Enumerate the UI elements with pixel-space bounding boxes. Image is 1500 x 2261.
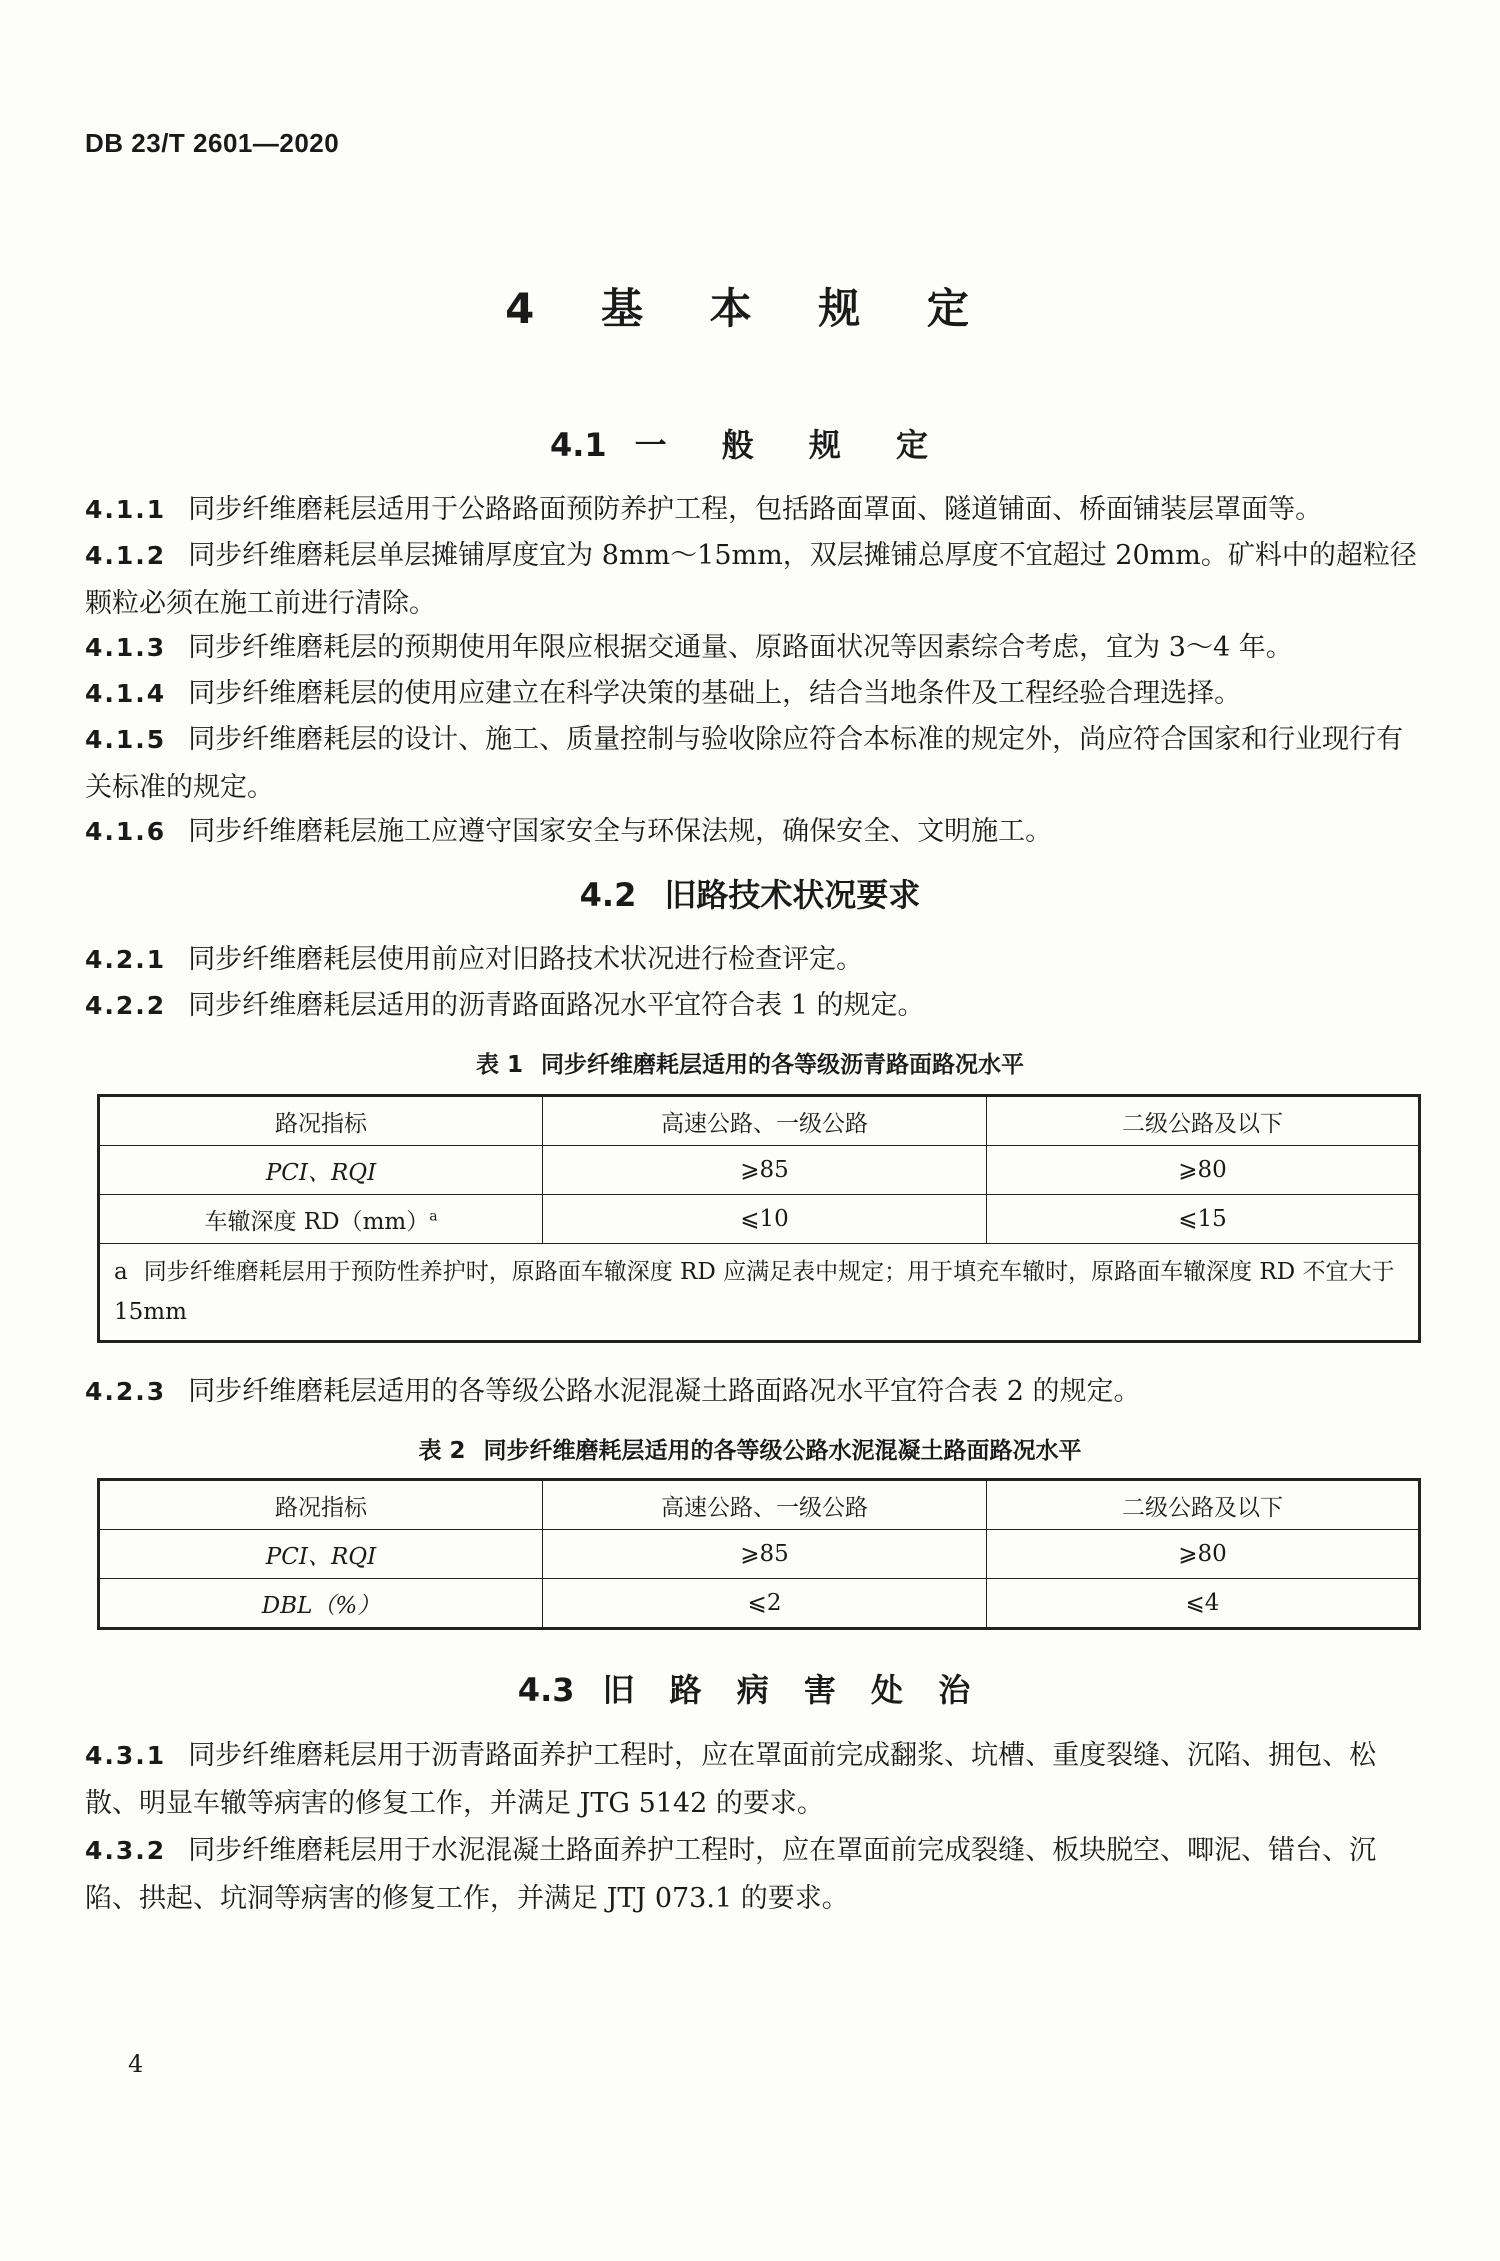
clause-number: 4.2.2 bbox=[85, 991, 167, 1020]
clause-text: 同步纤维磨耗层施工应遵守国家安全与环保法规，确保安全、文明施工。 bbox=[188, 816, 1053, 847]
value-cell: ⩽10 bbox=[543, 1195, 987, 1244]
clause-text: 同步纤维磨耗层的设计、施工、质量控制与验收除应符合本标准的规定外，尚应符合国家和行业现行有关标准的规定。 bbox=[85, 724, 1404, 803]
section-number: 4.3 bbox=[517, 1671, 575, 1709]
section-number: 4.2 bbox=[579, 876, 637, 914]
table-title: 同步纤维磨耗层适用的各等级沥青路面路况水平 bbox=[541, 1052, 1024, 1078]
clause-number: 4.2.1 bbox=[85, 945, 167, 974]
clause-text: 同步纤维磨耗层的使用应建立在科学决策的基础上，结合当地条件及工程经验合理选择。 bbox=[188, 678, 1242, 709]
table-note bbox=[99, 1244, 1420, 1342]
table-title: 同步纤维磨耗层适用的各等级公路水泥混凝土路面路况水平 bbox=[483, 1438, 1082, 1464]
table-1-caption bbox=[0, 1046, 1500, 1079]
clause-4-3-1 bbox=[85, 1732, 1420, 1828]
metric-cell: PCI、RQI bbox=[99, 1530, 543, 1579]
clause-text: 同步纤维磨耗层的预期使用年限应根据交通量、原路面状况等因素综合考虑，宜为 3～4 年。 bbox=[188, 632, 1293, 663]
chapter-title: 4 基 本 规 定 bbox=[505, 284, 995, 333]
clause-4-1-5 bbox=[85, 716, 1420, 812]
value-cell: ⩾80 bbox=[986, 1530, 1419, 1579]
column-header: 高速公路、一级公路 bbox=[543, 1096, 987, 1146]
column-header: 高速公路、一级公路 bbox=[543, 1480, 987, 1530]
section-title-4-1 bbox=[0, 420, 1500, 466]
clause-text: 同步纤维磨耗层单层摊铺厚度宜为 8mm～15mm，双层摊铺总厚度不宜超过 20mm。矿料中的超粒径颗粒必须在施工前进行清除。 bbox=[85, 540, 1417, 619]
clause-number: 4.1.2 bbox=[85, 541, 167, 570]
section-title-4-2 bbox=[0, 870, 1500, 916]
document-code: DB 23/T 2601—2020 bbox=[85, 128, 340, 158]
clause-number: 4.1.3 bbox=[85, 633, 167, 662]
value-cell: ⩽15 bbox=[987, 1195, 1420, 1244]
value-cell: ⩽4 bbox=[986, 1579, 1419, 1629]
clause-4-1-3 bbox=[85, 624, 1420, 672]
table-number: 表 2 bbox=[418, 1438, 466, 1464]
clause-text: 同步纤维磨耗层适用的各等级公路水泥混凝土路面路况水平宜符合表 2 的规定。 bbox=[188, 1376, 1141, 1407]
table-2-caption bbox=[0, 1432, 1500, 1465]
value-cell: ⩽2 bbox=[543, 1579, 987, 1629]
value-cell: ⩾80 bbox=[987, 1146, 1420, 1195]
column-header: 路况指标 bbox=[99, 1096, 543, 1146]
clause-4-1-6 bbox=[85, 808, 1420, 856]
clause-text: 同步纤维磨耗层适用于公路路面预防养护工程，包括路面罩面、隧道铺面、桥面铺装层罩面等。 bbox=[188, 494, 1323, 525]
table-header-row bbox=[99, 1096, 1420, 1146]
metric-label: 车辙深度 RD（mm） bbox=[204, 1208, 430, 1235]
page-number: 4 bbox=[128, 2050, 144, 2078]
clause-text: 同步纤维磨耗层用于沥青路面养护工程时，应在罩面前完成翻浆、坑槽、重度裂缝、沉陷、拥包、松散、明显车辙等病害的修复工作，并满足 JTG 5142 的要求。 bbox=[85, 1740, 1377, 1819]
metric-cell: PCI、RQI bbox=[99, 1146, 543, 1195]
clause-4-2-3 bbox=[85, 1368, 1420, 1416]
note-text: 同步纤维磨耗层用于预防性养护时，原路面车辙深度 RD 应满足表中规定；用于填充车辙时，原路面车辙深度 RD 不宜大于 15mm bbox=[114, 1259, 1395, 1325]
column-header: 二级公路及以下 bbox=[987, 1096, 1420, 1146]
table-note-row bbox=[99, 1244, 1420, 1342]
table-row bbox=[99, 1530, 1420, 1579]
section-heading: 旧 路 病 害 处 治 bbox=[602, 1671, 983, 1709]
section-number: 4.1 bbox=[549, 426, 607, 464]
clause-text: 同步纤维磨耗层适用的沥青路面路况水平宜符合表 1 的规定。 bbox=[188, 990, 925, 1021]
table-2 bbox=[97, 1478, 1421, 1630]
footnote-marker: a bbox=[429, 1207, 438, 1224]
column-header: 路况指标 bbox=[99, 1480, 543, 1530]
clause-text: 同步纤维磨耗层用于水泥混凝土路面养护工程时，应在罩面前完成裂缝、板块脱空、唧泥、错台、沉陷、拱起、坑洞等病害的修复工作，并满足 JTJ 073.1 的要求。 bbox=[85, 1835, 1377, 1914]
clause-number: 4.1.4 bbox=[85, 679, 167, 708]
clause-4-1-2 bbox=[85, 532, 1420, 628]
clause-number: 4.1.5 bbox=[85, 725, 167, 754]
table-header-row bbox=[99, 1480, 1420, 1530]
value-cell: ⩾85 bbox=[543, 1146, 987, 1195]
clause-4-1-1 bbox=[85, 486, 1420, 534]
table-number: 表 1 bbox=[475, 1052, 523, 1078]
table-row bbox=[99, 1579, 1420, 1629]
clause-number: 4.2.3 bbox=[85, 1377, 167, 1406]
clause-number: 4.1.6 bbox=[85, 817, 167, 846]
clause-4-3-2 bbox=[85, 1827, 1420, 1923]
table-row bbox=[99, 1146, 1420, 1195]
table-row bbox=[99, 1195, 1420, 1244]
value-cell: ⩾85 bbox=[543, 1530, 987, 1579]
metric-cell: DBL（%） bbox=[99, 1579, 543, 1629]
section-heading: 一 般 规 定 bbox=[634, 426, 951, 464]
clause-text: 同步纤维磨耗层使用前应对旧路技术状况进行检查评定。 bbox=[188, 944, 864, 975]
clause-number: 4.3.2 bbox=[85, 1836, 167, 1865]
section-heading: 旧路技术状况要求 bbox=[664, 876, 921, 914]
section-title-4-3 bbox=[0, 1665, 1500, 1711]
clause-number: 4.1.1 bbox=[85, 495, 167, 524]
clause-4-2-1 bbox=[85, 936, 1420, 984]
column-header: 二级公路及以下 bbox=[986, 1480, 1419, 1530]
metric-cell bbox=[99, 1195, 543, 1244]
table-1 bbox=[97, 1094, 1421, 1343]
clause-number: 4.3.1 bbox=[85, 1741, 167, 1770]
clause-4-2-2 bbox=[85, 982, 1420, 1030]
clause-4-1-4 bbox=[85, 670, 1420, 718]
note-marker: a bbox=[114, 1259, 128, 1285]
